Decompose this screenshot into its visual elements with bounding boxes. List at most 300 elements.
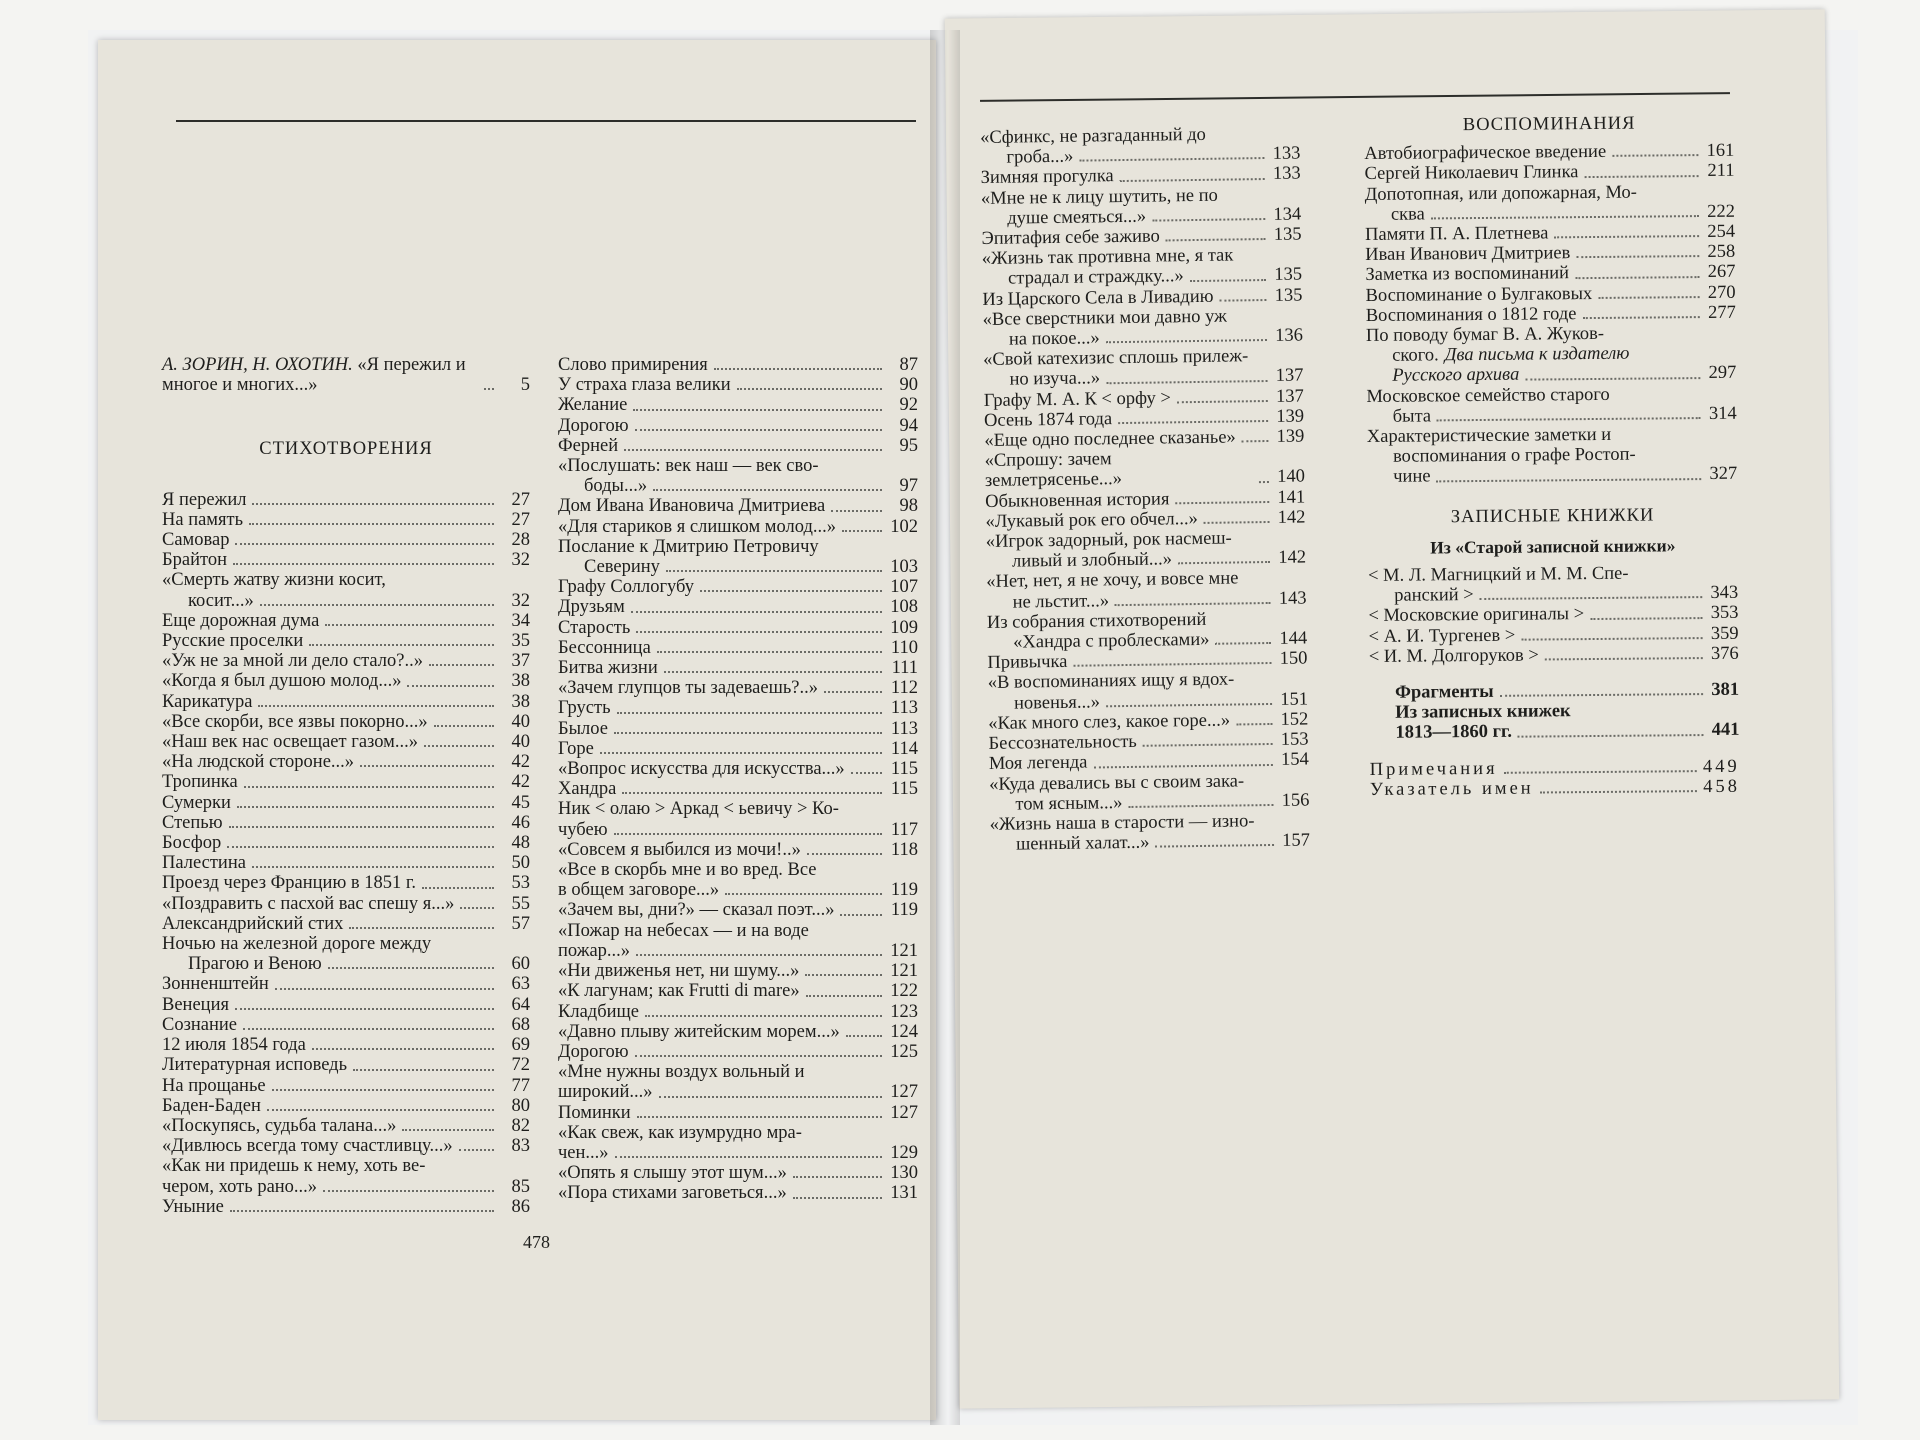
leader-dots — [793, 1176, 882, 1178]
toc-entry-title: «Еще одно последнее сказанье» — [984, 427, 1236, 452]
leader-dots — [227, 846, 494, 848]
toc-entry-title: «Свой катехизис сплошь прилеж- — [983, 346, 1249, 371]
leader-dots — [1518, 734, 1704, 738]
leader-dots — [725, 893, 882, 895]
toc-entry — [558, 678, 918, 698]
toc-entry-page: 111 — [891, 658, 918, 679]
toc-entry-page: 133 — [1272, 143, 1301, 165]
leader-dots — [1540, 790, 1698, 793]
toc-entry-title: Памяти П. А. Плетнева — [1365, 223, 1549, 246]
toc-entry-page: 381 — [1711, 679, 1740, 701]
toc-entry-title: «Мне нужны воздух вольный и — [558, 1062, 805, 1083]
toc-entry-title: «Как свеж, как изумрудно мра- — [558, 1122, 802, 1143]
toc-entry-title: «Пожар на небесах — и на воде — [558, 920, 809, 941]
toc-entry-title: Прагою и Веною — [188, 954, 322, 975]
toc-entry-title: на покое...» — [1008, 328, 1100, 350]
toc-entry — [558, 981, 918, 1001]
toc-entry-page: 441 — [1711, 720, 1740, 741]
leader-dots — [1106, 380, 1268, 384]
toc-entry-title: Из Царского Села в Ливадию — [982, 286, 1214, 310]
toc-entry-title: Графу М. А. К < орфу > — [983, 388, 1171, 411]
leader-dots — [243, 1028, 494, 1030]
toc-entry-page: 68 — [511, 1014, 530, 1035]
toc-entry-page: 94 — [899, 415, 918, 436]
leader-dots — [360, 765, 494, 767]
toc-entry-page: 137 — [1275, 365, 1304, 387]
toc-entry — [162, 995, 530, 1015]
toc-entry-page: 42 — [511, 752, 530, 773]
toc-entry-page: 122 — [890, 981, 918, 1002]
toc-entry-page: 327 — [1709, 464, 1738, 485]
toc-entry-page: 359 — [1710, 623, 1739, 644]
toc-entry-title: Степью — [162, 812, 223, 833]
toc-entry-title: Старость — [558, 617, 631, 638]
leader-dots — [1521, 637, 1702, 641]
leader-dots — [737, 388, 882, 390]
toc-entry-page: 270 — [1707, 282, 1736, 303]
toc-entry — [162, 1035, 530, 1055]
toc-entry — [162, 490, 530, 510]
toc-entry-page: 109 — [890, 617, 918, 638]
leader-dots — [645, 1015, 882, 1017]
leader-dots — [407, 685, 494, 687]
toc-entry-title: Дорогою — [558, 1041, 629, 1062]
leader-dots — [806, 995, 882, 997]
leader-dots — [244, 786, 494, 788]
toc-entry-title: Зонненштейн — [162, 974, 269, 995]
toc-entry-page: 53 — [511, 873, 530, 894]
toc-entry-title: Воспоминание о Булгаковых — [1365, 283, 1593, 306]
toc-entry — [162, 1136, 530, 1156]
toc-entry-title: «Мне не к лицу шутить, не по — [980, 185, 1218, 209]
toc-entry-page: 152 — [1280, 709, 1309, 730]
toc-entry-page: 150 — [1279, 648, 1308, 670]
toc-entry — [162, 793, 530, 813]
leader-dots — [1437, 478, 1702, 482]
toc-entry-title: ранский > — [1394, 585, 1474, 607]
toc-entry-title: Друзьям — [558, 597, 625, 618]
toc-entry-page: 107 — [890, 577, 918, 598]
leader-dots — [1120, 178, 1265, 182]
toc-entry — [558, 1103, 918, 1123]
toc-entry — [162, 853, 530, 873]
toc-entry-page: 127 — [890, 1102, 918, 1123]
toc-entry — [558, 557, 918, 577]
leader-dots — [636, 631, 882, 633]
toc-entry-title: ского. — [1392, 345, 1439, 366]
toc-entry — [558, 921, 918, 941]
leader-dots — [700, 590, 882, 592]
leader-dots — [325, 624, 494, 626]
toc-entry — [162, 1015, 530, 1035]
toc-entry-page: 46 — [511, 812, 530, 833]
toc-entry-title: том ясным...» — [1015, 792, 1123, 815]
toc-entry-title: «Как ни придешь к нему, хоть ве- — [162, 1156, 426, 1177]
toc-entry-page: 64 — [511, 994, 530, 1015]
toc-entry — [558, 1042, 918, 1062]
toc-entry-page: 27 — [511, 489, 530, 510]
toc-entry-title: Бессознательность — [988, 731, 1137, 755]
leader-dots — [422, 887, 494, 889]
toc-entry-page: 27 — [511, 509, 530, 530]
toc-entry — [558, 779, 918, 799]
leader-dots — [424, 745, 494, 747]
leader-dots — [1431, 215, 1699, 219]
toc-entry-title: Привычка — [987, 652, 1068, 674]
leader-dots — [637, 1116, 882, 1118]
toc-entry-page: 376 — [1710, 643, 1739, 664]
toc-entry-title: чине — [1393, 466, 1431, 488]
toc-entry-page: 95 — [899, 435, 918, 456]
toc-entry — [162, 671, 530, 691]
toc-entry-title: < Московские оригиналы > — [1368, 604, 1585, 627]
leader-dots — [1175, 501, 1269, 504]
toc-entry-page: 40 — [511, 711, 530, 732]
toc-entry-title: «Лукавый рок его обчел...» — [985, 508, 1198, 532]
toc-entry-page: 102 — [890, 516, 918, 537]
toc-entry-title: Горе — [558, 738, 594, 759]
leader-dots — [1128, 804, 1273, 808]
toc-entry-title: Литературная исповедь — [162, 1055, 348, 1076]
toc-entry-page: 115 — [890, 779, 918, 800]
toc-entry-page: 35 — [511, 631, 530, 652]
toc-entry-title: Былое — [558, 718, 608, 739]
toc-entry-title: У страха глаза велики — [558, 375, 731, 396]
leader-dots — [349, 927, 494, 929]
toc-entry-page: 458 — [1703, 776, 1741, 797]
leader-dots — [237, 806, 494, 808]
toc-entry-page: 140 — [1277, 466, 1306, 488]
toc-entry-page: 135 — [1274, 285, 1303, 306]
leader-dots — [840, 914, 882, 916]
toc-entry-title: ливый и злобный...» — [1011, 549, 1173, 572]
toc-entry-page: 142 — [1277, 507, 1306, 528]
toc-entry-page: 118 — [890, 839, 918, 860]
toc-entry — [558, 658, 918, 678]
toc-entry-page: 82 — [511, 1115, 530, 1136]
leader-dots — [1500, 693, 1703, 697]
toc-entry-page: 343 — [1710, 583, 1739, 604]
toc-entry-title: Грусть — [558, 698, 611, 719]
leader-dots — [1204, 521, 1270, 524]
left-column-1 — [162, 355, 530, 1217]
leader-dots — [1575, 276, 1699, 279]
toc-entry — [162, 1156, 530, 1176]
toc-entry — [558, 820, 918, 840]
toc-entry — [558, 1163, 918, 1183]
toc-entry-title: Осень 1874 года — [983, 409, 1113, 431]
toc-entry-page: 314 — [1708, 403, 1737, 424]
leader-dots — [429, 664, 494, 666]
leader-dots — [1178, 561, 1270, 564]
leader-dots — [1504, 770, 1697, 774]
leader-dots — [842, 530, 882, 532]
toc-entry-page: 113 — [890, 718, 918, 739]
toc-entry — [162, 1055, 530, 1075]
toc-entry-page: 211 — [1707, 161, 1735, 182]
toc-entry-page: 157 — [1282, 830, 1311, 851]
toc-entry-title: «Зачем вы, дни?» — сказал поэт...» — [558, 900, 835, 921]
leader-dots — [1598, 296, 1699, 299]
toc-entry-title: Сергей Николаевич Глинка — [1364, 162, 1579, 185]
toc-entry-page: 72 — [511, 1055, 530, 1076]
toc-entry-title: Бессонница — [558, 637, 651, 658]
leader-dots — [622, 792, 882, 794]
toc-entry-italic: Два письма к издателю — [1444, 343, 1630, 366]
toc-entry-title: Допотопная, или допожарная, Мо- — [1364, 182, 1637, 205]
toc-entry-page: 83 — [511, 1136, 530, 1157]
toc-entry-page: 156 — [1281, 790, 1310, 811]
toc-entry-page: 131 — [890, 1183, 918, 1204]
toc-entry — [558, 1022, 918, 1042]
leader-dots — [1525, 377, 1700, 381]
leader-dots — [1093, 763, 1272, 768]
toc-entry-page: 48 — [511, 833, 530, 854]
leader-dots — [1583, 316, 1700, 319]
right-column-1 — [980, 124, 1310, 856]
toc-entry-title: Александрийский стих — [162, 913, 344, 934]
toc-entry — [162, 954, 530, 974]
toc-entry-page: 124 — [890, 1021, 918, 1042]
toc-entry-title: Послание к Дмитрию Петровичу — [558, 536, 819, 557]
toc-entry-page: 151 — [1280, 689, 1309, 710]
toc-entry-page: 45 — [511, 792, 530, 813]
toc-entry-title: Моя легенда — [988, 752, 1088, 775]
toc-entry-page: 277 — [1707, 302, 1736, 323]
leader-dots — [235, 1008, 494, 1010]
toc-entry — [558, 416, 918, 436]
toc-entry — [162, 1197, 530, 1217]
toc-entry-page: 50 — [511, 853, 530, 874]
toc-entry-title: «Ни движенья нет, ни шуму...» — [558, 961, 800, 982]
leader-dots — [635, 429, 882, 431]
toc-entry-page: 119 — [890, 900, 918, 921]
toc-list-fragments — [1369, 680, 1740, 744]
toc-entry-title: «Все сверстники мои давно уж — [982, 306, 1227, 330]
toc-entry — [162, 914, 530, 934]
toc-entry — [558, 1002, 918, 1022]
toc-entry-page: 136 — [1275, 325, 1304, 346]
leader-dots — [600, 752, 882, 754]
toc-entry-title: «Послушать: век наш — век сво- — [558, 456, 819, 477]
toc-entry — [162, 591, 530, 611]
toc-entry — [162, 813, 530, 833]
toc-entry-title: «Жизнь так противна мне, я так — [981, 245, 1234, 270]
toc-entry — [558, 355, 918, 375]
leader-dots — [666, 570, 882, 572]
toc-entry-title: Желание — [558, 395, 628, 416]
toc-entry — [558, 698, 918, 718]
toc-entry — [162, 1177, 530, 1197]
toc-entry-page: 133 — [1272, 163, 1301, 185]
toc-entry-title: Из собрания стихотворений — [986, 609, 1207, 633]
toc-entry-title: Палестина — [162, 853, 246, 874]
toc-entry-title: Брайтон — [162, 550, 227, 571]
leader-dots — [1079, 157, 1264, 162]
toc-entry-page: 153 — [1280, 729, 1309, 750]
toc-list-memoirs — [1364, 141, 1737, 488]
leader-dots — [714, 368, 882, 370]
toc-entry-title: По поводу бумаг В. А. Жуков- — [1365, 323, 1605, 347]
leader-dots — [1554, 235, 1699, 238]
leader-dots — [1166, 238, 1266, 241]
toc-entry-page: 32 — [511, 550, 530, 571]
toc-entry-title: Слово примирения — [558, 355, 708, 375]
toc-entry-page: 141 — [1277, 487, 1306, 508]
toc-entry-title: Ночью на железной дороге между — [162, 934, 432, 955]
toc-entry-title: не льстит...» — [1012, 590, 1110, 613]
leader-dots — [275, 988, 494, 990]
toc-entry-page: 254 — [1707, 221, 1736, 243]
toc-entry — [558, 517, 918, 537]
toc-entry-title: «Пора стихами заговеться...» — [558, 1183, 787, 1204]
leader-dots — [353, 1069, 494, 1071]
toc-entry — [162, 1116, 530, 1136]
toc-list-notebooks — [1368, 563, 1739, 667]
leader-dots — [1115, 602, 1271, 606]
toc-entry-page: 258 — [1707, 241, 1736, 263]
intro-entry — [162, 355, 530, 395]
toc-entry — [558, 496, 918, 516]
toc-entry-title: Из записных книжек — [1395, 701, 1571, 724]
leader-dots — [1236, 723, 1272, 726]
toc-entry-page: 297 — [1708, 363, 1737, 384]
toc-entry-page: 38 — [511, 691, 530, 712]
section-title-memoirs: ВОСПОМИНАНИЯ — [1462, 113, 1636, 136]
leader-dots — [653, 489, 882, 491]
leader-dots — [1612, 154, 1698, 157]
top-rule-left — [176, 120, 916, 122]
toc-entry-title: «Опять я слышу этот шум...» — [558, 1163, 787, 1184]
toc-entry-title: На прощанье — [162, 1075, 266, 1096]
toc-entry-title: «К лагунам; как Frutti di mare» — [558, 981, 800, 1002]
leader-dots — [1220, 299, 1267, 302]
section-title-poems: СТИХОТВОРЕНИЯ — [259, 439, 433, 460]
intro-title: «Я пережил и многое и многих...» — [162, 355, 466, 396]
toc-entry-page: 134 — [1273, 204, 1302, 225]
toc-entry-title: < М. Л. Магницкий и М. М. Спе- — [1367, 563, 1629, 587]
leader-dots — [636, 954, 882, 956]
leader-dots — [1259, 481, 1269, 483]
toc-entry — [162, 510, 530, 530]
toc-entry — [162, 712, 530, 732]
toc-entry-page: 32 — [511, 590, 530, 611]
leader-dots — [309, 644, 494, 646]
toc-entry — [162, 1096, 530, 1116]
toc-entry-title: гроба...» — [1006, 146, 1074, 168]
toc-entry-page: 87 — [899, 355, 918, 375]
toc-entry-title: Автобиографическое введение — [1364, 142, 1607, 165]
leader-dots — [1177, 400, 1268, 403]
leader-dots — [846, 1035, 882, 1037]
toc-entry — [558, 597, 918, 617]
leader-dots — [434, 725, 494, 727]
toc-entry-italic: Русского архива — [1392, 365, 1520, 387]
toc-entry — [558, 395, 918, 415]
toc-entry-page: 117 — [890, 819, 918, 840]
toc-entry-title: Кладбище — [558, 1001, 639, 1022]
toc-list-left-1 — [162, 490, 530, 1217]
toc-entry-title: Ник < олаю > Аркад < ьевичу > Ко- — [558, 799, 839, 820]
toc-entry-title: На память — [162, 509, 244, 530]
toc-entry-title: «Совсем я выбился из мочи!..» — [558, 839, 801, 860]
toc-entry-page: 449 — [1702, 756, 1740, 777]
leader-dots — [1152, 218, 1265, 222]
toc-entry-page: 121 — [890, 940, 918, 961]
toc-entry-title: Сумерки — [162, 792, 231, 813]
toc-entry — [162, 833, 530, 853]
toc-entry-page: 34 — [511, 610, 530, 631]
toc-entry-page: 28 — [511, 530, 530, 551]
toc-entry — [162, 873, 530, 893]
leader-dots — [793, 1197, 882, 1199]
toc-entry-title: «Наш век нас освещает газом...» — [162, 732, 418, 753]
toc-entry-page: 139 — [1276, 426, 1305, 447]
leader-dots — [805, 974, 882, 976]
toc-entry-title: Примечания — [1369, 758, 1498, 780]
leader-dots — [258, 705, 494, 707]
leader-dots — [614, 732, 882, 734]
toc-entry-page: 135 — [1274, 264, 1303, 286]
leader-dots — [664, 671, 882, 673]
toc-entry-title: Хандра — [558, 779, 617, 800]
toc-entry — [162, 772, 530, 792]
toc-entry-page: 113 — [890, 698, 918, 719]
toc-entry-page: 60 — [511, 954, 530, 975]
leader-dots — [1143, 743, 1273, 747]
toc-entry-page: 139 — [1276, 406, 1305, 427]
toc-entry — [558, 476, 918, 496]
toc-entry-title: < И. М. Долгоруков > — [1368, 645, 1539, 667]
toc-entry-page: 115 — [890, 759, 918, 780]
toc-entry-page: 77 — [511, 1075, 530, 1096]
toc-entry-title: чером, хоть рано...» — [162, 1176, 318, 1197]
intro-author: А. ЗОРИН, Н. ОХОТИН. — [162, 355, 353, 375]
leader-dots — [614, 833, 882, 835]
toc-entry — [162, 894, 530, 914]
toc-entry — [162, 530, 530, 550]
leader-dots — [323, 1190, 494, 1192]
leader-dots — [1190, 279, 1266, 282]
leader-dots — [229, 826, 494, 828]
toc-entry-title: «Для стариков я слишком молод...» — [558, 516, 836, 537]
toc-entry-page: 142 — [1278, 547, 1307, 569]
intro-page: 5 — [520, 375, 530, 396]
toc-entry — [162, 570, 530, 590]
toc-entry — [558, 880, 918, 900]
toc-entry — [558, 759, 918, 779]
toc-entry — [558, 375, 918, 395]
toc-entry-page: 110 — [890, 637, 918, 658]
toc-entry-title: Дом Ивана Ивановича Дмитриева — [558, 496, 826, 517]
toc-entry — [162, 631, 530, 651]
toc-entry-title: Проезд через Францию в 1851 г. — [162, 873, 417, 894]
leader-dots — [1155, 844, 1274, 848]
toc-entry-title: душе смеяться...» — [1007, 206, 1147, 229]
toc-entry — [558, 860, 918, 880]
toc-entry-page: 80 — [511, 1095, 530, 1116]
toc-entry — [1370, 777, 1740, 800]
toc-entry-page: 125 — [890, 1041, 918, 1062]
toc-entry — [558, 1123, 918, 1143]
toc-entry-title: 1813—1860 гг. — [1395, 722, 1512, 744]
toc-entry — [558, 719, 918, 739]
leader-dots — [1584, 175, 1698, 178]
leader-dots — [1216, 642, 1272, 645]
toc-entry-title: сква — [1390, 204, 1425, 225]
toc-entry-page: 130 — [890, 1163, 918, 1184]
toc-entry-title: «Игрок задорный, рок насмеш- — [985, 528, 1232, 553]
